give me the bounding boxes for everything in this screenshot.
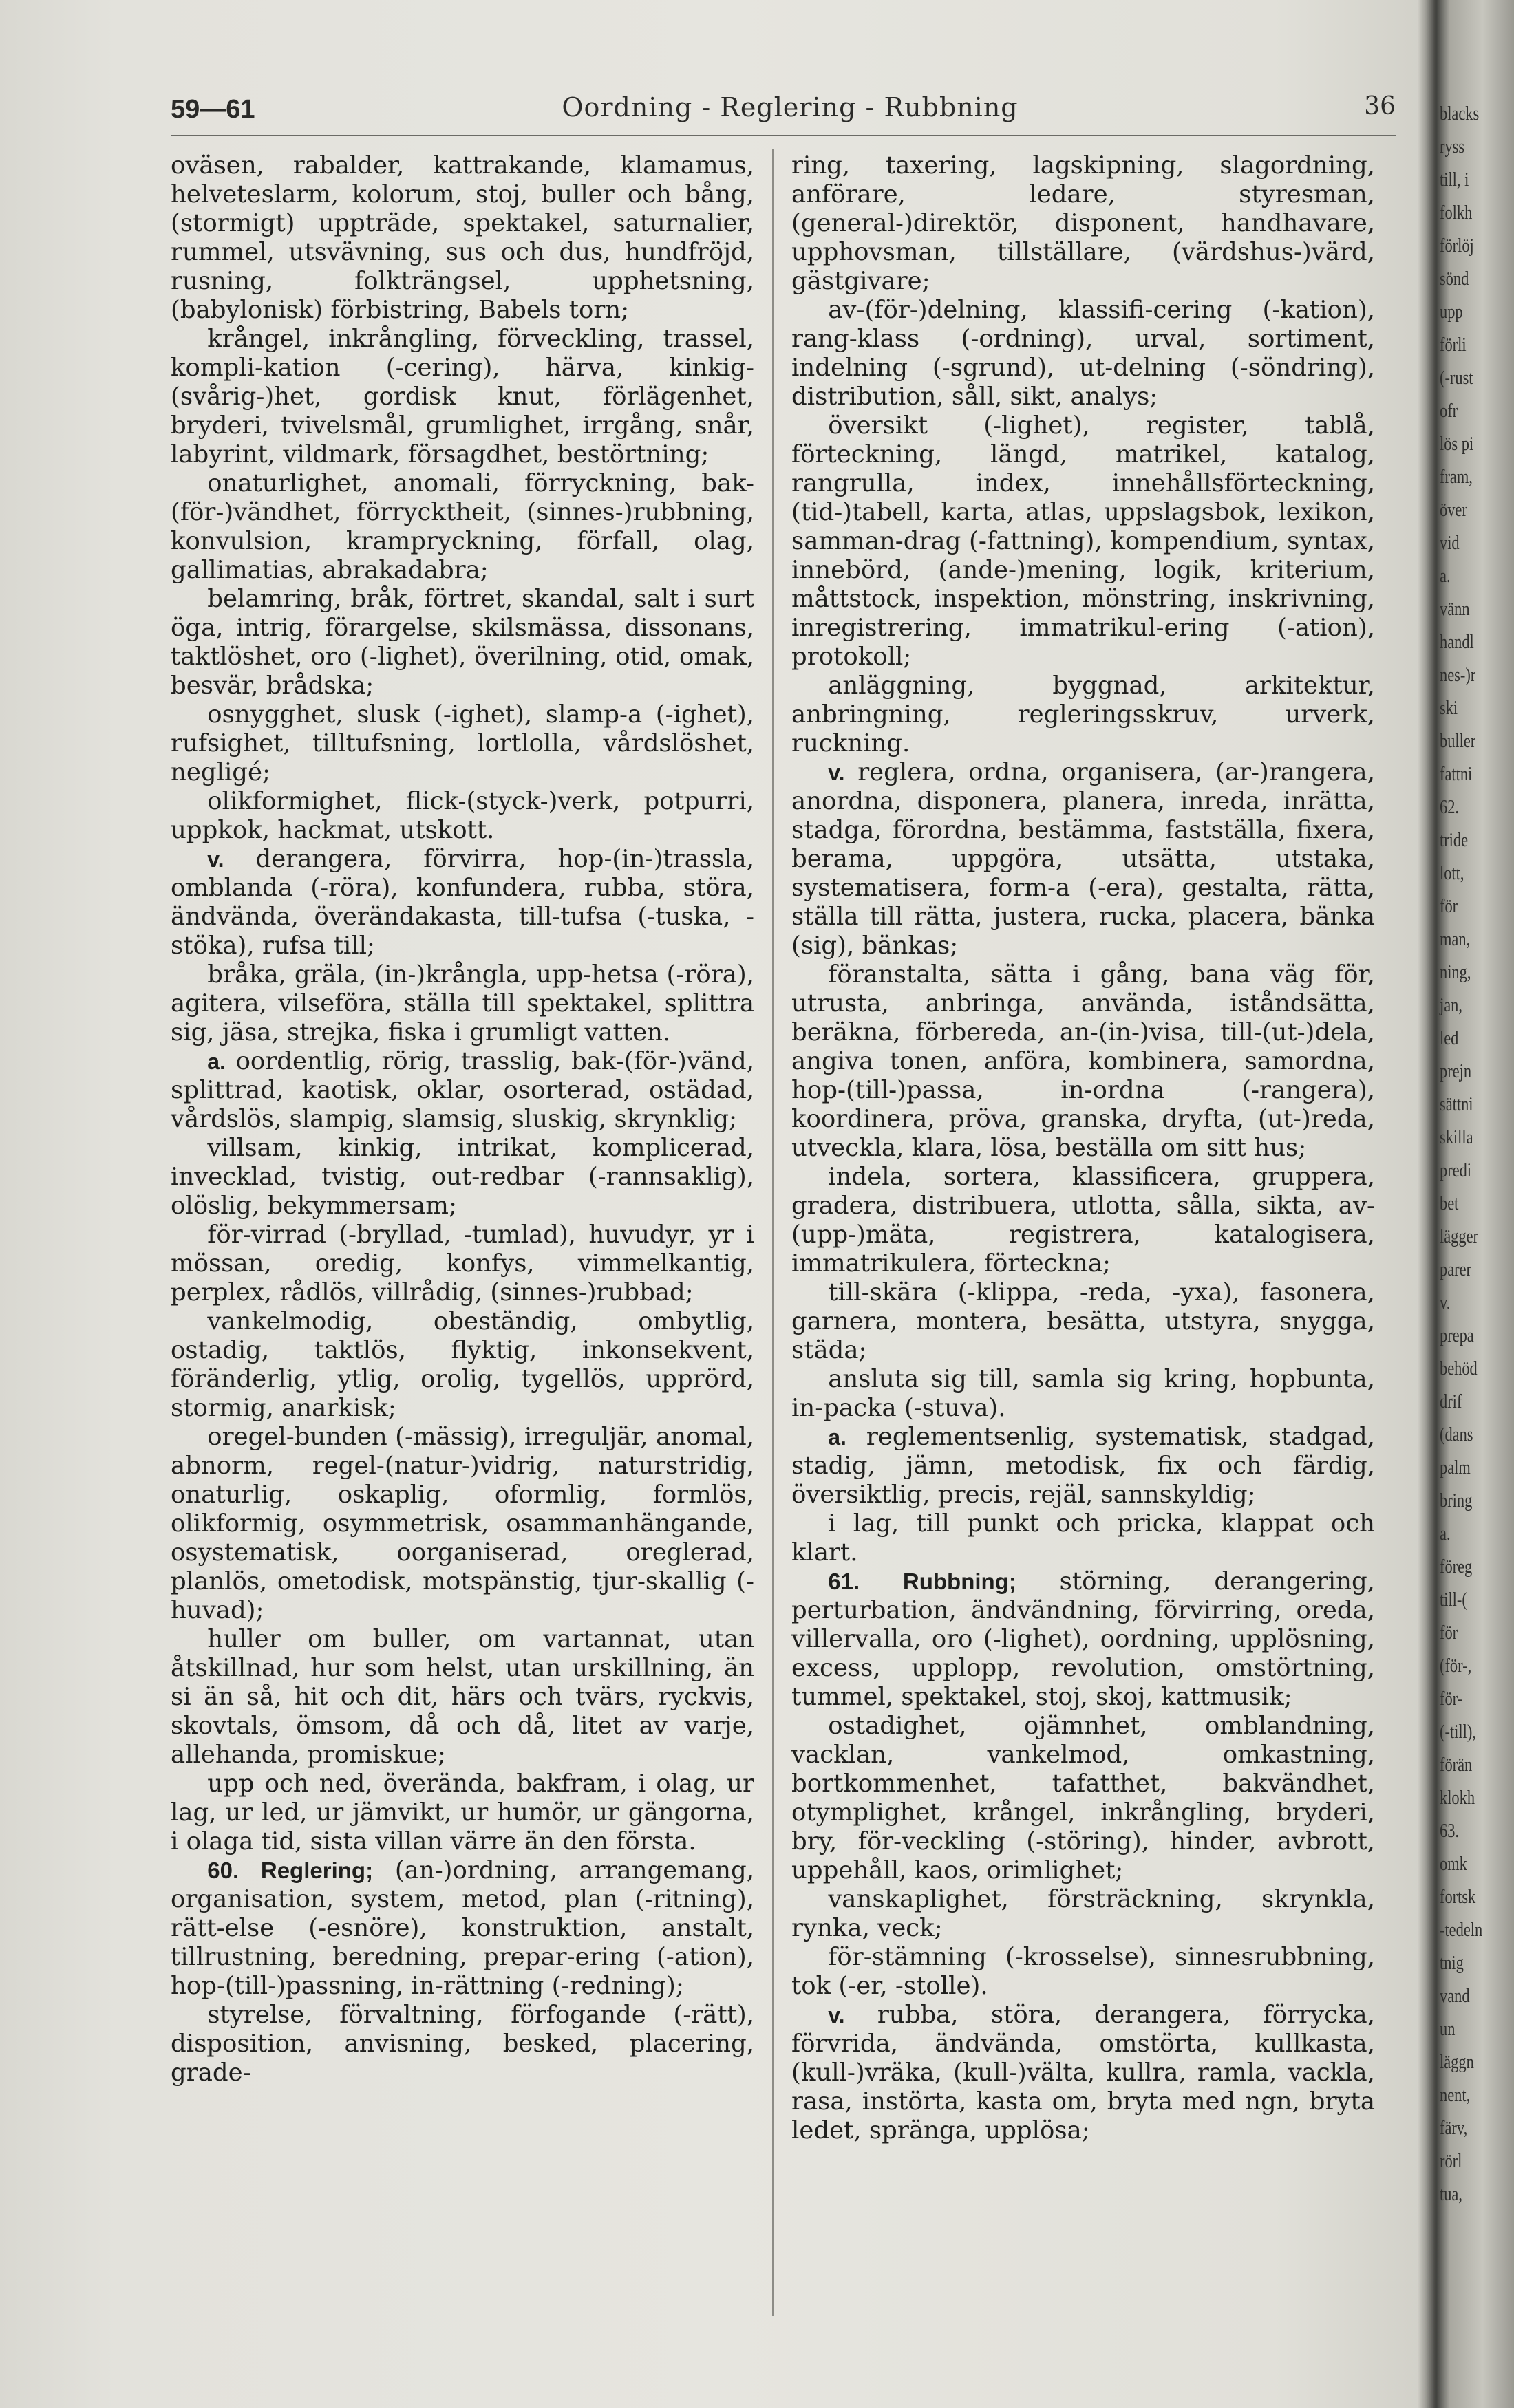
paragraph bbox=[791, 1943, 1375, 2001]
adjacent-page-fragment: klokh bbox=[1440, 1787, 1475, 1809]
paragraph bbox=[791, 151, 1375, 296]
paragraph-text: oregel-bunden (-mässig), irreguljär, anomal, abnorm, regel-(natur-)vidrig, naturstridig, onaturlig, oskaplig, oformlig, formlös, olikformig, osymmetrisk, osammanhängande, osystematisk, oorganiserad, oreglerad, planlös, ometodisk, motspänstig, tjur-skallig (-huvad); bbox=[171, 1423, 754, 1624]
paragraph-text: för-stämning (-krosselse), sinnesrubbning, tok (-er, -stolle). bbox=[791, 1943, 1375, 2000]
paragraph bbox=[171, 1134, 754, 1221]
adjacent-page-fragment: tride bbox=[1440, 830, 1469, 851]
adjacent-page-fragment: sönd bbox=[1440, 268, 1469, 290]
part-of-speech-marker: a. bbox=[828, 1425, 846, 1450]
paragraph-text: reglementsenlig, systematisk, stadgad, stadig, jämn, metodisk, fix och färdig, översiktlig, precis, rejäl, sannskyldig; bbox=[791, 1423, 1375, 1509]
adjacent-page-fragment: led bbox=[1440, 1028, 1459, 1049]
entry-headword: Rubbning; bbox=[902, 1569, 1016, 1594]
paragraph-text: belamring, bråk, förtret, skandal, salt i surt öga, intrig, förargelse, skilsmässa, dissonans, taktlöshet, oro (-lighet), överilning, otid, omak, besvär, brådska; bbox=[171, 585, 754, 700]
adjacent-page-fragment: 62. bbox=[1440, 797, 1459, 818]
paragraph bbox=[171, 845, 754, 960]
paragraph-text: i lag, till punkt och pricka, klappat och klart. bbox=[791, 1509, 1375, 1567]
paragraph bbox=[171, 960, 754, 1047]
paragraph bbox=[171, 1307, 754, 1423]
adjacent-page-fragment: folkh bbox=[1440, 202, 1473, 224]
adjacent-page-fragment: upp bbox=[1440, 301, 1463, 323]
paragraph-text: vanskaplighet, försträckning, skrynkla, rynka, veck; bbox=[791, 1885, 1375, 1942]
paragraph-text: huller om buller, om vartannat, utan åtskillnad, hur som helst, utan urskillning, än si än så, hit och dit, härs och tvärs, ryckvis, skovtals, ömsom, då och då, litet av varje, allehanda, promiskue; bbox=[171, 1625, 754, 1769]
adjacent-page-fragment: förli bbox=[1440, 334, 1467, 356]
paragraph bbox=[791, 2001, 1375, 2145]
adjacent-page-fragment: till-( bbox=[1440, 1589, 1467, 1611]
adjacent-page-fragment: föreg bbox=[1440, 1556, 1473, 1578]
right-column bbox=[791, 151, 1375, 2145]
adjacent-page-fragment: prepa bbox=[1440, 1325, 1474, 1346]
paragraph-text: styrelse, förvaltning, förfogande (-rätt), disposition, anvisning, besked, placering, grade- bbox=[171, 2001, 754, 2087]
paragraph-text: olikformighet, flick-(styck-)verk, potpurri, uppkok, hackmat, utskott. bbox=[171, 787, 754, 844]
adjacent-page-fragment: vand bbox=[1440, 1986, 1470, 2007]
adjacent-page-fragment: (-till), bbox=[1440, 1721, 1476, 1743]
adjacent-page-fragment: lägger bbox=[1440, 1226, 1478, 1247]
paragraph bbox=[791, 1278, 1375, 1365]
page-number: 36 bbox=[1364, 92, 1396, 120]
paragraph bbox=[171, 2001, 754, 2087]
adjacent-page-fragment: nent, bbox=[1440, 2085, 1471, 2106]
adjacent-page-edge bbox=[1436, 0, 1514, 2408]
entry-number: 61. bbox=[828, 1569, 860, 1594]
adjacent-page-fragment: förlöj bbox=[1440, 235, 1474, 257]
paragraph-text: oväsen, rabalder, kattrakande, klamamus, helveteslarm, kolorum, stoj, buller och bång, (stormigt) uppträde, spektakel, saturnalier, rummel, utsvävning, sus och dus, hundfröjd, rusning, folkträngsel, upphetsning, (babylonisk) förbistring, Babels torn; bbox=[171, 151, 754, 324]
adjacent-page-fragment: prejn bbox=[1440, 1061, 1472, 1082]
part-of-speech-marker: v. bbox=[207, 847, 224, 872]
paragraph bbox=[171, 700, 754, 787]
adjacent-page-fragment: palm bbox=[1440, 1457, 1471, 1479]
paragraph bbox=[171, 787, 754, 845]
left-column bbox=[171, 151, 754, 2087]
adjacent-page-fragment: predi bbox=[1440, 1160, 1472, 1181]
paragraph bbox=[791, 1163, 1375, 1278]
paragraph-text: osnygghet, slusk (-ighet), slamp-a (-ighet), rufsighet, tilltufsning, lortlolla, vårdslöshet, negligé; bbox=[171, 700, 754, 786]
adjacent-page-fragment: fram, bbox=[1440, 466, 1473, 488]
adjacent-page-fragment: omk bbox=[1440, 1853, 1467, 1875]
paragraph-text: krångel, inkrångling, förveckling, trassel, kompli-kation (-cering), härva, kinkig-(svårig-)het, gordisk knut, förlägenhet, bryderi, tvivelsmål, grumlighet, irrgång, snår, labyrint, vildmark, försagdhet, bestörtning; bbox=[171, 325, 754, 469]
part-of-speech-marker: v. bbox=[828, 760, 845, 785]
paragraph-text: översikt (-lighet), register, tablå, förteckning, längd, matrikel, katalog, rangrulla, index, innehållsförteckning, (tid-)tabell, karta, atlas, uppslagsbok, lexikon, samman-drag (-fattning), kompendium, syntax, innebörd, (ande-)mening, logik, kriterium, måttstock, inspektion, mönstring, inskrivning, inregistrering, immatrikul-ering (-ation), protokoll; bbox=[791, 411, 1375, 671]
adjacent-page-fragment: -tedeln bbox=[1440, 1920, 1483, 1941]
part-of-speech-marker: v. bbox=[828, 2003, 845, 2028]
adjacent-page-fragment: v. bbox=[1440, 1292, 1451, 1313]
paragraph bbox=[791, 296, 1375, 411]
adjacent-page-fragment: ryss bbox=[1440, 136, 1465, 158]
paragraph-text: rubba, störa, derangera, förrycka, förvrida, ändvända, omstörta, kullkasta, (kull-)vräka, (kull-)välta, kullra, ramla, vackla, rasa, instörta, kasta om, bryta med ngn, bryta ledet, spränga, upplösa; bbox=[791, 2001, 1375, 2144]
paragraph bbox=[171, 469, 754, 585]
paragraph bbox=[171, 1221, 754, 1307]
paragraph bbox=[791, 1365, 1375, 1423]
adjacent-page-fragment: förän bbox=[1440, 1754, 1473, 1776]
adjacent-page-fragment: a. bbox=[1440, 566, 1451, 587]
paragraph-text: ring, taxering, lagskipning, slagordning, anförare, ledare, styresman, (general-)direktör, disponent, handhavare, upphovsman, tillställare, (värdshus-)värd, gästgivare; bbox=[791, 151, 1375, 295]
paragraph-text: bråka, gräla, (in-)krångla, upp-hetsa (-röra), agitera, vilseföra, ställa till spektakel, splittra sig, jäsa, strejka, fiska i grumligt vatten. bbox=[171, 960, 754, 1046]
paragraph-text: föranstalta, sätta i gång, bana väg för, utrusta, anbringa, använda, iståndsätta, beräkna, förbereda, an-(in-)visa, till-(ut-)dela, angiva tonen, anföra, kombinera, samordna, hop-(till-)passa, in-ordna (-rangera), koordinera, pröva, granska, dryfta, (ut-)reda, utveckla, klara, lösa, beställa om sitt hus; bbox=[791, 960, 1375, 1162]
part-of-speech-marker: a. bbox=[207, 1049, 226, 1074]
paragraph bbox=[171, 1856, 754, 2001]
paragraph bbox=[791, 671, 1375, 758]
adjacent-page-fragment: fortsk bbox=[1440, 1886, 1476, 1908]
adjacent-page-fragment: rörl bbox=[1440, 2151, 1462, 2172]
paragraph bbox=[791, 960, 1375, 1163]
adjacent-page-fragment: 63. bbox=[1440, 1820, 1459, 1842]
adjacent-page-fragment: buller bbox=[1440, 731, 1476, 752]
adjacent-page-fragment: (för-, bbox=[1440, 1655, 1472, 1677]
entry-headword: Reglering; bbox=[260, 1858, 374, 1883]
adjacent-page-fragment: vänn bbox=[1440, 599, 1470, 620]
adjacent-page-fragment: för- bbox=[1440, 1688, 1463, 1710]
paragraph-text: vankelmodig, obeständig, ombytlig, ostadig, taktlös, flyktig, inkonsekvent, föränderlig, ytlig, orolig, tygellös, upprörd, stormig, anarkisk; bbox=[171, 1307, 754, 1422]
book-gutter bbox=[1418, 0, 1436, 2408]
paragraph-text: av-(för-)delning, klassifi-cering (-kation), rang-klass (-ordning), urval, sortiment, indelning (-sgrund), ut-delning (-söndring), distribution, såll, sikt, analys; bbox=[791, 296, 1375, 411]
adjacent-page-fragment: jan, bbox=[1440, 995, 1462, 1016]
adjacent-page-fragment: fattni bbox=[1440, 764, 1473, 785]
paragraph bbox=[171, 1770, 754, 1856]
paragraph-text: anläggning, byggnad, arkitektur, anbringning, regleringsskruv, urverk, ruckning. bbox=[791, 671, 1375, 757]
adjacent-page-fragment: sättni bbox=[1440, 1094, 1473, 1115]
header-rule bbox=[171, 135, 1396, 136]
column-divider bbox=[772, 149, 774, 2316]
adjacent-page-fragment: blacks bbox=[1440, 103, 1480, 125]
adjacent-page-fragment: ski bbox=[1440, 698, 1458, 719]
paragraph bbox=[791, 758, 1375, 960]
paragraph-text: derangera, förvirra, hop-(in-)trassla, omblanda (-röra), konfundera, rubba, störa, ändvända, överändakasta, till-tufsa (-tuska, -stöka), rufsa till; bbox=[171, 845, 754, 960]
adjacent-page-fragment: för bbox=[1440, 1622, 1458, 1644]
adjacent-page-fragment: till, i bbox=[1440, 169, 1469, 191]
page-header bbox=[171, 89, 1396, 131]
paragraph bbox=[171, 585, 754, 700]
paragraph-text: (an-)ordning, arrangemang, organisation, system, metod, plan (-ritning), rätt-else (-esnöre), konstruktion, anstalt, tillrustning, beredning, prepar-ering (-ation), hop-(till-)passning, in-rättning (-redning); bbox=[171, 1856, 754, 2000]
paragraph bbox=[171, 1423, 754, 1625]
adjacent-page-fragment: färv, bbox=[1440, 2118, 1468, 2139]
paragraph-text: oordentlig, rörig, trasslig, bak-(för-)vänd, splittrad, kaotisk, oklar, osorterad, ostädad, vårdslös, slampig, slamsig, sluskig, skrynklig; bbox=[171, 1047, 754, 1133]
paragraph-text: reglera, ordna, organisera, (ar-)rangera, anordna, disponera, planera, inreda, inrätta, stadga, förordna, bestämma, fastställa, fixera, berama, uppgöra, utsätta, utstaka, systematisera, form-a (-era), gestalta, rätta, ställa till rätta, justera, rucka, placera, bänka (sig), bänkas; bbox=[791, 758, 1375, 960]
adjacent-page-fragment: lös pi bbox=[1440, 433, 1474, 455]
paragraph bbox=[171, 1047, 754, 1134]
adjacent-page-fragment: handl bbox=[1440, 632, 1474, 653]
paragraph-text: ostadighet, ojämnhet, omblandning, vacklan, vankelmod, omkastning, bortkommenhet, tafatthet, bakvändhet, otymplighet, krångel, inkrångling, bryderi, bry, för-veckling (-störing), hinder, avbrott, uppehåll, kaos, orimlighet; bbox=[791, 1712, 1375, 1884]
adjacent-page-fragment: behöd bbox=[1440, 1358, 1478, 1379]
adjacent-page-fragment: a. bbox=[1440, 1523, 1451, 1545]
adjacent-page-fragment: över bbox=[1440, 499, 1467, 521]
paragraph bbox=[791, 1885, 1375, 1943]
adjacent-page-fragment: un bbox=[1440, 2019, 1456, 2040]
adjacent-page-fragment: vid bbox=[1440, 533, 1460, 554]
paragraph-text: för-virrad (-bryllad, -tumlad), huvudyr, yr i mössan, oredig, konfys, vimmelkantig, perplex, rådlös, villrådig, (sinnes-)rubbad; bbox=[171, 1221, 754, 1307]
adjacent-page-fragment: drif bbox=[1440, 1391, 1462, 1412]
adjacent-page-fragment: lott, bbox=[1440, 863, 1464, 884]
adjacent-page-fragment: ofr bbox=[1440, 400, 1458, 422]
running-title: Oordning - Reglering - Rubbning bbox=[562, 92, 1019, 122]
paragraph-text: onaturlighet, anomali, förryckning, bak-(för-)vändhet, förrycktheit, (sinnes-)rubbning, konvulsion, krampryckning, förfall, olag, gallimatias, abrakadabra; bbox=[171, 469, 754, 584]
adjacent-page-fragment: parer bbox=[1440, 1259, 1472, 1280]
paragraph bbox=[791, 1509, 1375, 1567]
paragraph-text: ansluta sig till, samla sig kring, hopbunta, in-packa (-stuva). bbox=[791, 1365, 1375, 1422]
paragraph-text: upp och ned, överända, bakfram, i olag, ur lag, ur led, ur jämvikt, ur humör, ur gängorna, i olaga tid, sista villan värre än den första. bbox=[171, 1770, 754, 1856]
entry-range: 59—61 bbox=[171, 95, 255, 124]
adjacent-page-fragment: ning, bbox=[1440, 962, 1471, 983]
paragraph bbox=[171, 325, 754, 469]
paragraph bbox=[791, 411, 1375, 671]
paragraph bbox=[171, 1625, 754, 1770]
adjacent-page-fragment: tua, bbox=[1440, 2184, 1462, 2205]
paragraph bbox=[791, 1567, 1375, 1712]
adjacent-page-fragment: man, bbox=[1440, 929, 1471, 950]
paragraph-text: indela, sortera, klassificera, gruppera, gradera, distribuera, utlotta, sålla, sikta, av-(upp-)mäta, registrera, katalogisera, immatrikulera, förteckna; bbox=[791, 1163, 1375, 1278]
adjacent-page-fragment: (-rust bbox=[1440, 367, 1473, 389]
paragraph-text: störning, derangering, perturbation, ändvändning, förvirring, oreda, villervalla, oro (-lighet), oordning, upplösning, excess, upplopp, revolution, omstörtning, tummel, spektakel, stoj, skoj, kattmusik; bbox=[791, 1567, 1375, 1711]
adjacent-page-fragment: bet bbox=[1440, 1193, 1459, 1214]
paragraph bbox=[171, 151, 754, 325]
adjacent-page-fragment: (dans bbox=[1440, 1424, 1473, 1445]
entry-number: 60. bbox=[207, 1858, 239, 1883]
adjacent-page-fragment: tnig bbox=[1440, 1953, 1464, 1974]
adjacent-page-fragment: nes-)r bbox=[1440, 665, 1476, 686]
paragraph bbox=[791, 1712, 1375, 1885]
paragraph-text: till-skära (-klippa, -reda, -yxa), fasonera, garnera, montera, besätta, utstyra, snygga, städa; bbox=[791, 1278, 1375, 1364]
adjacent-page-fragment: bring bbox=[1440, 1490, 1473, 1512]
paragraph bbox=[791, 1423, 1375, 1509]
adjacent-page-fragment: skilla bbox=[1440, 1127, 1473, 1148]
adjacent-page-fragment: för bbox=[1440, 896, 1458, 917]
adjacent-page-fragment: läggn bbox=[1440, 2052, 1474, 2073]
paragraph-text: villsam, kinkig, intrikat, komplicerad, invecklad, tvistig, out-redbar (-rannsaklig), olöslig, bekymmersam; bbox=[171, 1134, 754, 1220]
